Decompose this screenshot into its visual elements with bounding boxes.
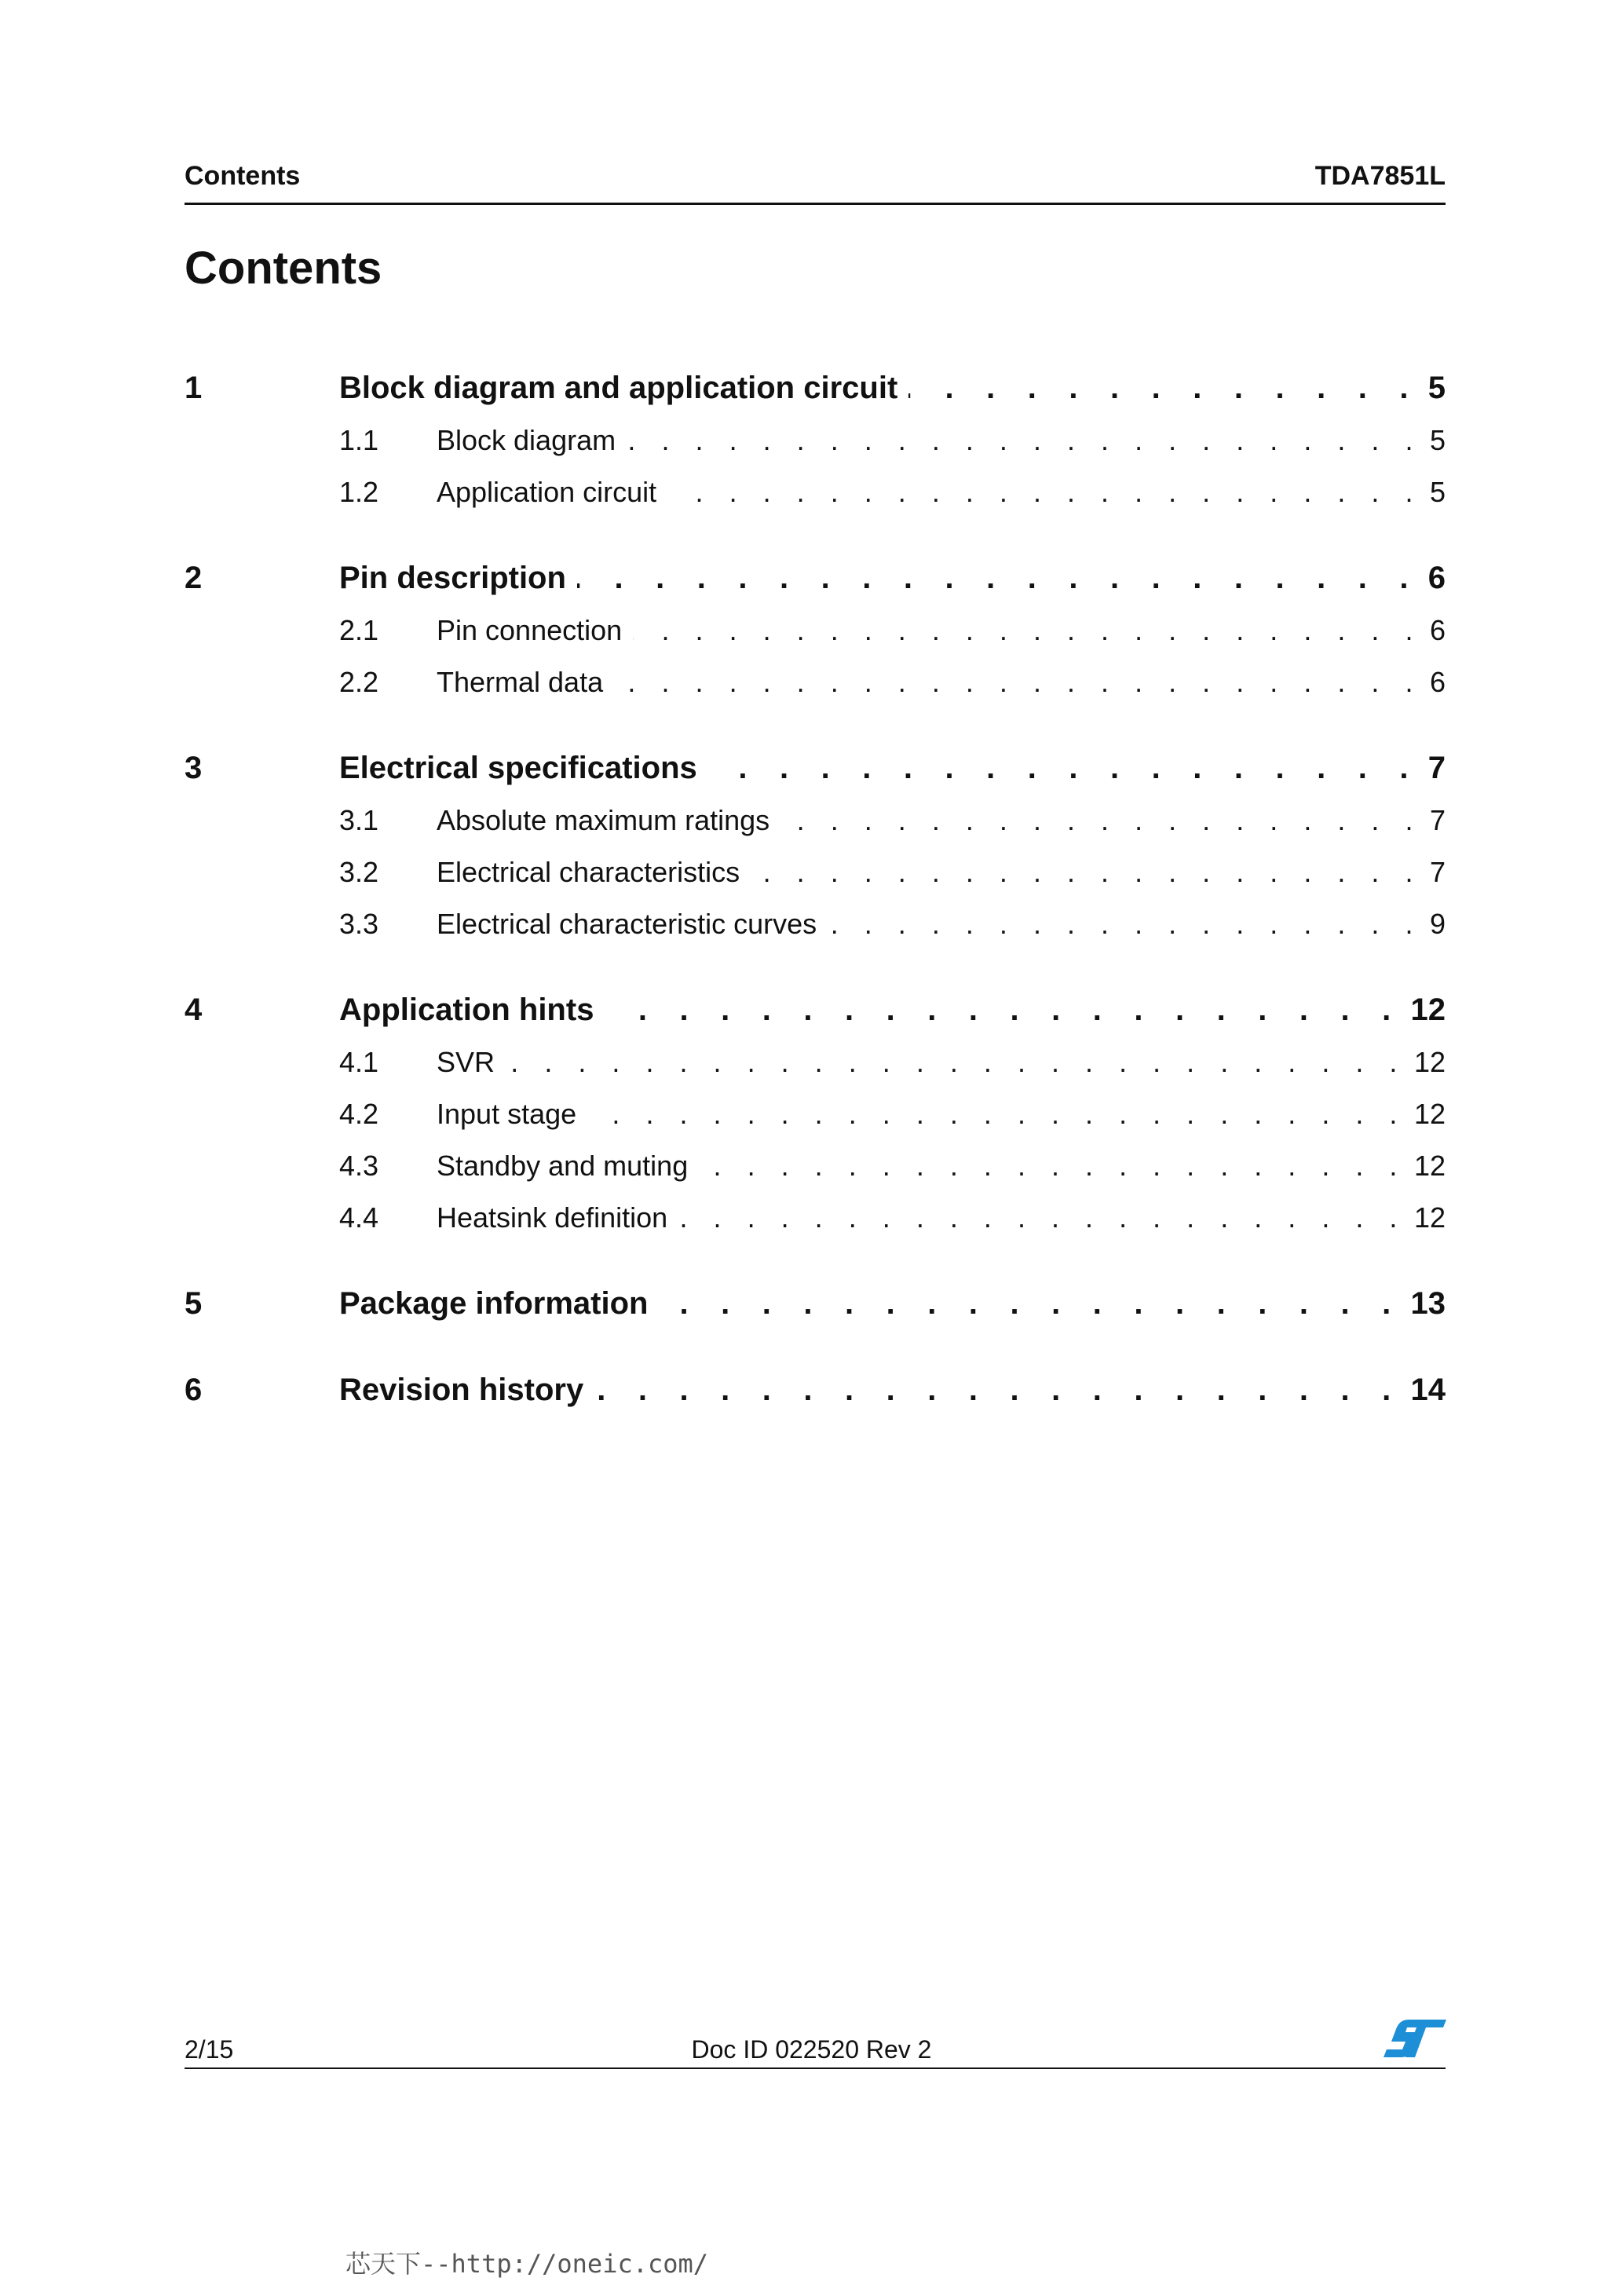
toc-section-title: Pin connection bbox=[437, 614, 623, 646]
toc-section-page: 7 bbox=[1429, 804, 1446, 836]
footer-page-number: 2/15 bbox=[185, 2035, 234, 2064]
toc-chapter-number: 6 bbox=[185, 1373, 203, 1407]
toc-section-3.2[interactable] bbox=[185, 846, 1446, 898]
toc-dot-leader bbox=[828, 898, 1422, 950]
toc-section-2.2[interactable] bbox=[185, 656, 1446, 708]
toc-section-4.1[interactable] bbox=[185, 1036, 1446, 1088]
toc-section-page: 12 bbox=[1413, 1046, 1446, 1078]
toc-section-number: 4.4 bbox=[339, 1201, 379, 1234]
toc-section-title: Thermal data bbox=[437, 666, 604, 698]
toc-section-page: 6 bbox=[1429, 614, 1446, 646]
toc-dot-leader bbox=[780, 795, 1422, 846]
toc-chapter-title: Pin description bbox=[339, 561, 566, 595]
toc-section-title: Electrical characteristics bbox=[437, 856, 740, 888]
toc-chapter-page: 5 bbox=[1427, 371, 1446, 405]
toc-section-title: Absolute maximum ratings bbox=[437, 804, 770, 836]
toc-section-number: 4.3 bbox=[339, 1150, 379, 1182]
toc-dot-leader bbox=[667, 466, 1422, 518]
footer-doc-id-container bbox=[0, 2035, 1623, 2064]
toc-chapter-title: Revision history bbox=[339, 1373, 584, 1407]
st-logo-icon bbox=[1384, 2018, 1446, 2059]
toc-section-page: 6 bbox=[1429, 666, 1446, 698]
toc-section-3.3[interactable] bbox=[185, 898, 1446, 950]
toc-chapter-title: Application hints bbox=[339, 993, 594, 1027]
toc-chapter-number: 5 bbox=[185, 1286, 203, 1321]
toc-section-title: SVR bbox=[437, 1046, 495, 1078]
toc-chapter-page: 7 bbox=[1427, 751, 1446, 785]
toc-chapter-title: Block diagram and application circuit bbox=[339, 371, 898, 405]
toc-section-2.1[interactable] bbox=[185, 605, 1446, 656]
toc-chapter-title: Package information bbox=[339, 1286, 649, 1321]
toc-section-title: Heatsink definition bbox=[437, 1201, 668, 1234]
toc-chapter-4[interactable] bbox=[185, 983, 1446, 1036]
footer-doc-id: Doc ID 022520 Rev 2 bbox=[691, 2035, 932, 2064]
toc-chapter-3[interactable] bbox=[185, 741, 1446, 795]
header-section-label: Contents bbox=[185, 161, 301, 191]
toc-dot-leader bbox=[908, 361, 1420, 415]
watermark-text: 芯天下--http://oneic.com/ bbox=[345, 2249, 709, 2279]
toc-dot-leader bbox=[587, 1088, 1406, 1140]
toc-section-page: 12 bbox=[1413, 1201, 1446, 1234]
toc-dot-leader bbox=[627, 415, 1422, 466]
toc-chapter-page: 13 bbox=[1410, 1286, 1446, 1321]
toc-dot-leader bbox=[751, 846, 1422, 898]
toc-chapter-page: 6 bbox=[1427, 561, 1446, 595]
toc-section-title: Electrical characteristic curves bbox=[437, 908, 817, 940]
toc-chapter-number: 1 bbox=[185, 371, 203, 405]
toc-section-page: 5 bbox=[1429, 476, 1446, 508]
toc-dot-leader bbox=[678, 1192, 1406, 1244]
toc-section-page: 12 bbox=[1413, 1098, 1446, 1130]
toc-chapter-number: 3 bbox=[185, 751, 203, 785]
toc-chapter-title: Electrical specifications bbox=[339, 751, 697, 785]
toc-section-title: Application circuit bbox=[437, 476, 657, 508]
toc-chapter-page: 12 bbox=[1410, 993, 1446, 1027]
toc-section-3.1[interactable] bbox=[185, 795, 1446, 846]
toc-section-number: 3.3 bbox=[339, 908, 379, 940]
header-part-number: TDA7851L bbox=[1314, 161, 1446, 191]
toc-section-number: 4.2 bbox=[339, 1098, 379, 1130]
toc-section-page: 9 bbox=[1429, 908, 1446, 940]
page-header bbox=[185, 157, 1446, 192]
toc-dot-leader bbox=[506, 1036, 1406, 1088]
toc-section-number: 2.1 bbox=[339, 614, 379, 646]
toc-dot-leader bbox=[708, 741, 1420, 795]
toc-section-title: Input stage bbox=[437, 1098, 577, 1130]
toc-dot-leader bbox=[577, 551, 1420, 605]
toc-dot-leader bbox=[659, 1277, 1402, 1330]
toc-section-number: 2.2 bbox=[339, 666, 379, 698]
toc-chapter-1[interactable] bbox=[185, 361, 1446, 415]
toc-section-4.3[interactable] bbox=[185, 1140, 1446, 1192]
header-divider bbox=[185, 203, 1446, 205]
toc-section-page: 12 bbox=[1413, 1150, 1446, 1182]
toc-dot-leader bbox=[614, 656, 1422, 708]
toc-section-page: 7 bbox=[1429, 856, 1446, 888]
toc-chapter-5[interactable] bbox=[185, 1277, 1446, 1330]
toc-section-number: 3.2 bbox=[339, 856, 379, 888]
toc-section-1.1[interactable] bbox=[185, 415, 1446, 466]
toc-chapter-number: 2 bbox=[185, 561, 203, 595]
toc-section-number: 1.1 bbox=[339, 424, 379, 456]
toc-section-title: Block diagram bbox=[437, 424, 616, 456]
toc-dot-leader bbox=[633, 605, 1422, 656]
toc-chapter-2[interactable] bbox=[185, 551, 1446, 605]
toc-chapter-page: 14 bbox=[1410, 1373, 1446, 1407]
toc-section-1.2[interactable] bbox=[185, 466, 1446, 518]
toc-section-4.2[interactable] bbox=[185, 1088, 1446, 1140]
toc-dot-leader bbox=[699, 1140, 1406, 1192]
toc-section-page: 5 bbox=[1429, 424, 1446, 456]
toc-section-number: 1.2 bbox=[339, 476, 379, 508]
footer-divider bbox=[185, 2067, 1446, 2069]
toc-section-title: Standby and muting bbox=[437, 1150, 689, 1182]
toc-section-number: 4.1 bbox=[339, 1046, 379, 1078]
toc-dot-leader bbox=[594, 1363, 1402, 1417]
toc-chapter-6[interactable] bbox=[185, 1363, 1446, 1417]
page-title: Contents bbox=[185, 243, 382, 294]
toc-chapter-number: 4 bbox=[185, 993, 203, 1027]
toc-section-number: 3.1 bbox=[339, 804, 379, 836]
toc-section-4.4[interactable] bbox=[185, 1192, 1446, 1244]
table-of-contents bbox=[185, 361, 1446, 1417]
toc-dot-leader bbox=[605, 983, 1402, 1036]
